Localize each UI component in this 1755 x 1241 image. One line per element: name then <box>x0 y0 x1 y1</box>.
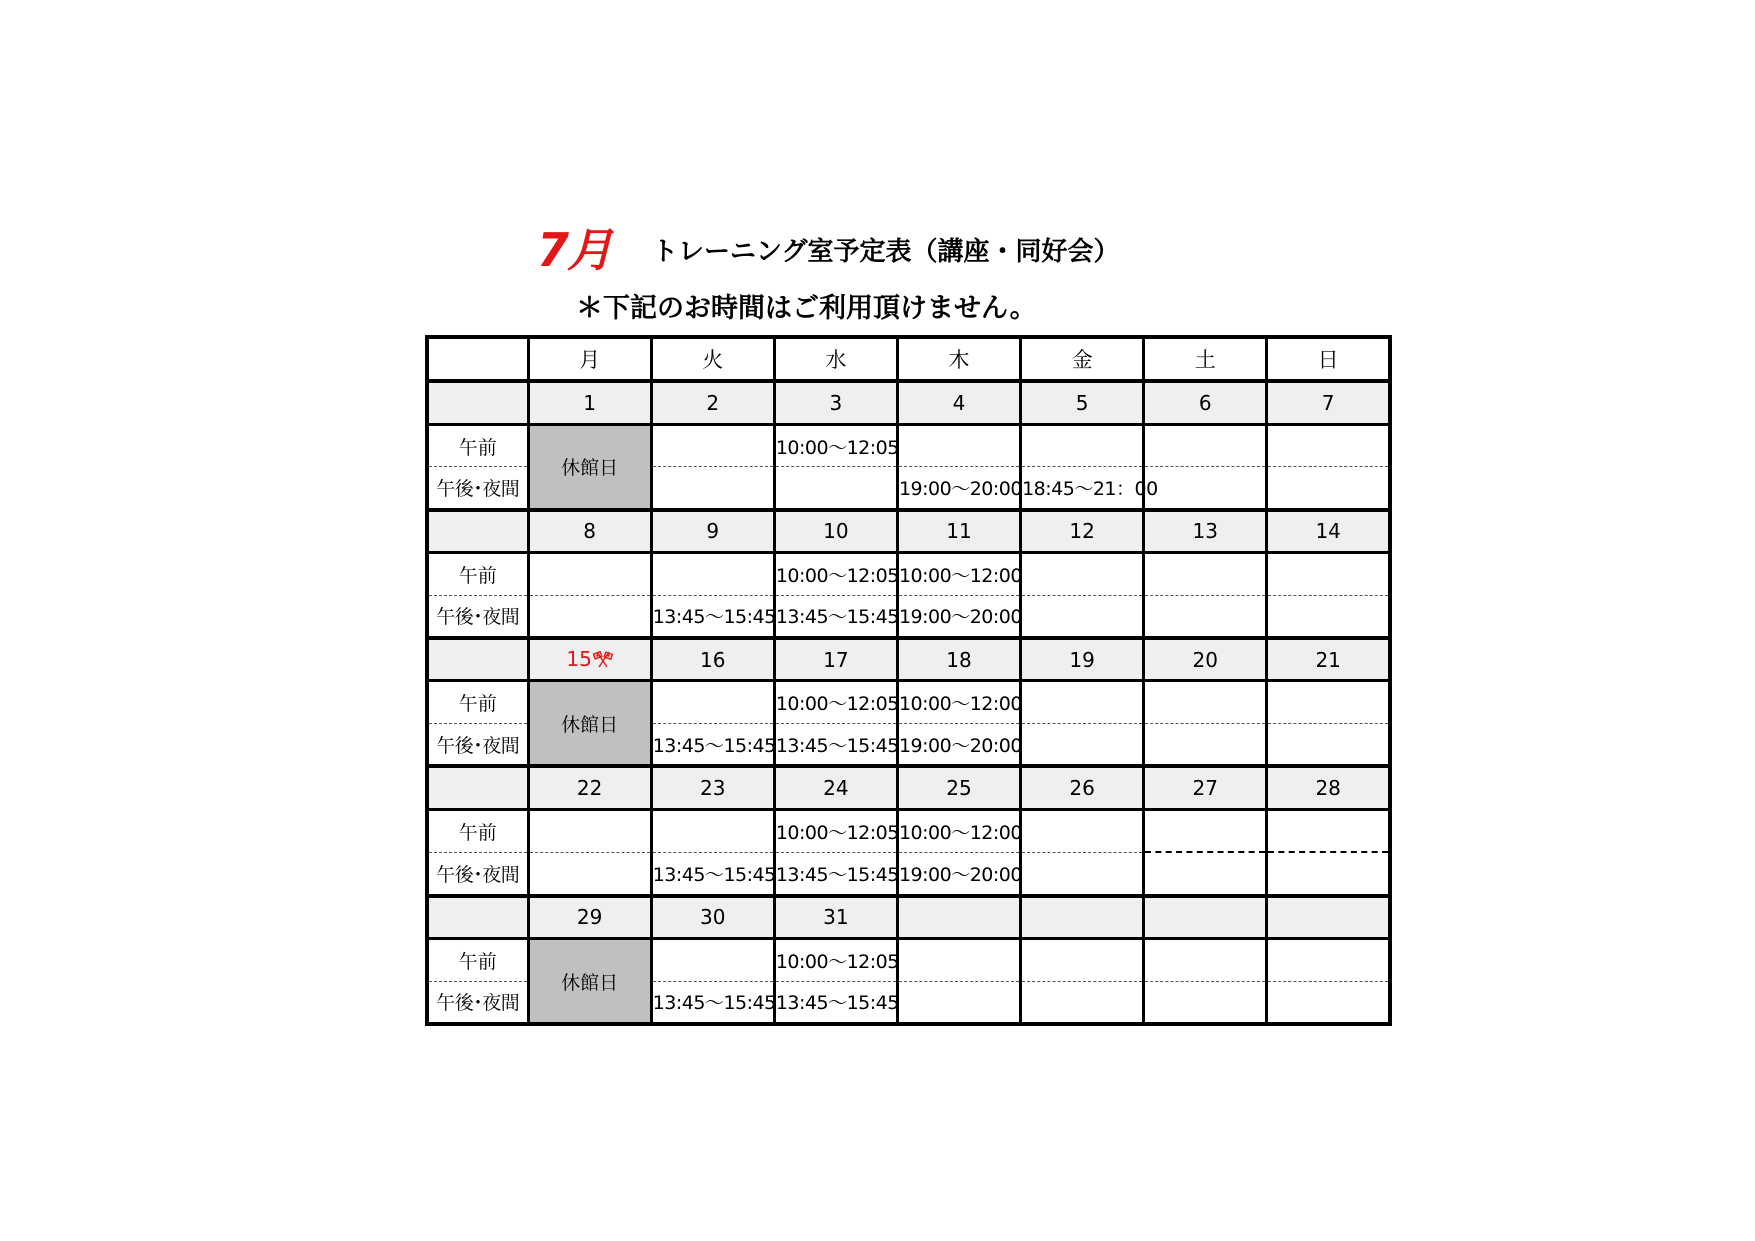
pm-label: 午後･夜間 <box>427 723 528 766</box>
date-cell: 20 <box>1144 638 1267 681</box>
weekday-sat: 土 <box>1144 337 1267 381</box>
holiday-date-cell <box>528 638 651 681</box>
time-slot: 13:45～15:45 <box>651 595 774 638</box>
time-slot <box>1021 723 1144 766</box>
time-slot <box>651 467 774 510</box>
pm-row <box>427 595 1390 638</box>
am-label: 午前 <box>427 809 528 852</box>
time-slot <box>1144 681 1267 723</box>
pm-label: 午後･夜間 <box>427 852 528 895</box>
time-slot <box>1144 723 1267 766</box>
schedule-table <box>425 335 1392 1026</box>
pm-label: 午後･夜間 <box>427 981 528 1024</box>
flag-icon <box>593 649 613 673</box>
weekday-mon: 月 <box>528 337 651 381</box>
date-cell: 26 <box>1021 766 1144 809</box>
time-slot <box>1021 424 1144 466</box>
weekday-header-row <box>427 337 1390 381</box>
date-cell: 11 <box>897 510 1020 553</box>
date-row <box>427 766 1390 809</box>
date-row-label <box>427 638 528 681</box>
time-slot <box>1021 981 1144 1024</box>
time-slot <box>651 809 774 852</box>
date-row-label <box>427 381 528 424</box>
time-slot: 10:00～12:05 <box>774 809 897 852</box>
time-slot <box>651 939 774 981</box>
time-slot: 13:45～15:45 <box>651 852 774 895</box>
closed-day-cell: 休館日 <box>528 424 651 509</box>
time-slot: 10:00～12:00 <box>897 809 1020 852</box>
time-slot <box>1267 424 1390 466</box>
time-slot <box>897 424 1020 466</box>
time-slot <box>1267 723 1390 766</box>
date-cell: 16 <box>651 638 774 681</box>
time-slot: 13:45～15:45 <box>774 723 897 766</box>
am-label: 午前 <box>427 424 528 466</box>
time-slot: 10:00～12:05 <box>774 424 897 466</box>
time-slot: 18:45～21：00 <box>1021 467 1144 510</box>
time-slot <box>1021 681 1144 723</box>
am-label: 午前 <box>427 939 528 981</box>
notice-text: ＊下記のお時間はご利用頂けません。 <box>576 293 1037 324</box>
time-slot: 10:00～12:05 <box>774 939 897 981</box>
date-cell: 6 <box>1144 381 1267 424</box>
time-slot: 13:45～15:45 <box>774 595 897 638</box>
time-slot: 13:45～15:45 <box>774 981 897 1024</box>
time-slot <box>1021 852 1144 895</box>
time-slot: 13:45～15:45 <box>774 852 897 895</box>
date-cell: 23 <box>651 766 774 809</box>
time-slot <box>1267 467 1390 510</box>
time-slot <box>528 553 651 595</box>
date-cell: 14 <box>1267 510 1390 553</box>
date-row-label <box>427 896 528 939</box>
weekday-wed: 水 <box>774 337 897 381</box>
corner-cell <box>427 337 528 381</box>
date-cell: 27 <box>1144 766 1267 809</box>
pm-row <box>427 852 1390 895</box>
date-cell: 5 <box>1021 381 1144 424</box>
am-label: 午前 <box>427 553 528 595</box>
date-cell: 3 <box>774 381 897 424</box>
time-slot <box>1021 553 1144 595</box>
time-slot: 13:45～15:45 <box>651 723 774 766</box>
date-row-label <box>427 510 528 553</box>
time-slot <box>1267 852 1390 895</box>
date-cell: 30 <box>651 896 774 939</box>
closed-day-cell: 休館日 <box>528 939 651 1024</box>
time-slot: 19:00～20:00 <box>897 467 1020 510</box>
date-cell: 7 <box>1267 381 1390 424</box>
time-slot <box>528 809 651 852</box>
date-cell <box>897 896 1020 939</box>
time-slot <box>1267 681 1390 723</box>
time-slot <box>1144 424 1267 466</box>
date-cell <box>1267 896 1390 939</box>
time-slot: 19:00～20:00 <box>897 723 1020 766</box>
am-row <box>427 809 1390 852</box>
time-slot <box>1144 809 1267 852</box>
date-cell <box>1144 896 1267 939</box>
time-slot: 10:00～12:00 <box>897 553 1020 595</box>
time-slot <box>1267 939 1390 981</box>
date-cell: 4 <box>897 381 1020 424</box>
am-label: 午前 <box>427 681 528 723</box>
date-cell: 8 <box>528 510 651 553</box>
date-cell: 31 <box>774 896 897 939</box>
time-slot <box>1144 595 1267 638</box>
time-slot <box>1021 595 1144 638</box>
pm-label: 午後･夜間 <box>427 467 528 510</box>
date-cell: 10 <box>774 510 897 553</box>
date-cell: 17 <box>774 638 897 681</box>
date-cell: 24 <box>774 766 897 809</box>
weekday-fri: 金 <box>1021 337 1144 381</box>
am-row <box>427 424 1390 466</box>
weekday-tue: 火 <box>651 337 774 381</box>
time-slot <box>897 981 1020 1024</box>
date-row <box>427 638 1390 681</box>
time-slot <box>897 939 1020 981</box>
time-slot <box>1021 939 1144 981</box>
time-slot <box>528 595 651 638</box>
date-row <box>427 510 1390 553</box>
time-slot <box>1021 809 1144 852</box>
pm-label: 午後･夜間 <box>427 595 528 638</box>
weekday-thu: 木 <box>897 337 1020 381</box>
time-slot: 10:00～12:05 <box>774 681 897 723</box>
time-slot: 10:00～12:05 <box>774 553 897 595</box>
page-title: トレーニング室予定表（講座・同好会） <box>652 237 1120 267</box>
time-slot: 13:45～15:45 <box>651 981 774 1024</box>
date-cell: 22 <box>528 766 651 809</box>
time-slot <box>774 467 897 510</box>
time-slot: 19:00～20:00 <box>897 595 1020 638</box>
date-row-label <box>427 766 528 809</box>
time-slot <box>528 852 651 895</box>
date-row <box>427 381 1390 424</box>
time-slot <box>651 681 774 723</box>
closed-day-cell: 休館日 <box>528 681 651 766</box>
date-cell: 9 <box>651 510 774 553</box>
time-slot <box>1144 553 1267 595</box>
time-slot <box>1144 981 1267 1024</box>
am-row <box>427 939 1390 981</box>
holiday-date: 15 <box>566 647 592 671</box>
time-slot <box>1267 809 1390 852</box>
time-slot <box>1267 981 1390 1024</box>
time-slot <box>1144 852 1267 895</box>
date-cell: 29 <box>528 896 651 939</box>
date-cell: 13 <box>1144 510 1267 553</box>
am-row <box>427 681 1390 723</box>
date-row <box>427 896 1390 939</box>
date-cell: 21 <box>1267 638 1390 681</box>
date-cell <box>1021 896 1144 939</box>
date-cell: 19 <box>1021 638 1144 681</box>
time-slot: 19:00～20:00 <box>897 852 1020 895</box>
month-heading: 7月 <box>537 223 612 277</box>
weekday-sun: 日 <box>1267 337 1390 381</box>
date-cell: 28 <box>1267 766 1390 809</box>
date-cell: 1 <box>528 381 651 424</box>
time-slot <box>651 553 774 595</box>
time-slot <box>1144 939 1267 981</box>
time-slot <box>1267 595 1390 638</box>
time-slot <box>1267 553 1390 595</box>
time-slot <box>651 424 774 466</box>
time-slot: 10:00～12:00 <box>897 681 1020 723</box>
date-cell: 12 <box>1021 510 1144 553</box>
date-cell: 25 <box>897 766 1020 809</box>
am-row <box>427 553 1390 595</box>
time-slot <box>1144 467 1267 510</box>
date-cell: 18 <box>897 638 1020 681</box>
date-cell: 2 <box>651 381 774 424</box>
